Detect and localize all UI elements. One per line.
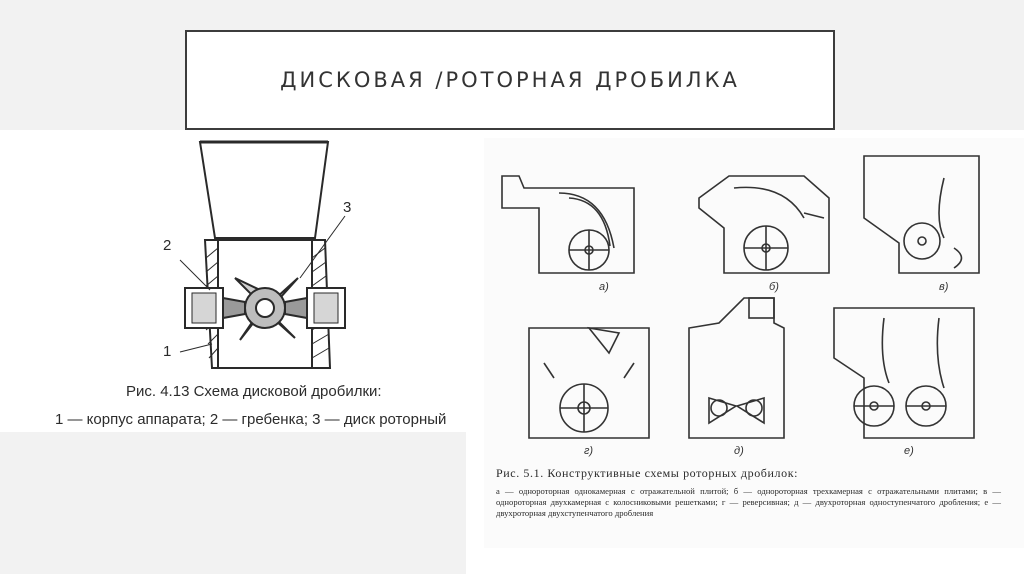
scheme-e xyxy=(689,298,784,438)
right-caption-title: Рис. 5.1. Конструктивные схемы роторных дробилок: xyxy=(496,466,799,480)
scheme-d xyxy=(529,328,649,438)
label-2: 2 xyxy=(163,237,172,254)
title-box xyxy=(185,30,835,130)
rotor-crusher-schemes xyxy=(484,138,1024,458)
panel-label-b: б) xyxy=(769,281,779,293)
label-1: 1 xyxy=(163,343,172,360)
panel-label-e: д) xyxy=(734,445,744,457)
right-caption-text: а — однороторная однокамерная с отражательной плитой; б — однороторная трехкамерная с отражательными плитами; в — однороторная двухкамерная с колосниковыми решетками; г — реверсивная; д — двухроторная одноступенчатого дробления; е — двухроторная двухступенчатого дробления xyxy=(496,486,1001,518)
panel-label-a: а) xyxy=(599,281,609,293)
left-caption-legend: 1 — корпус аппарата; 2 — гребенка; 3 — диск роторный xyxy=(55,411,447,428)
scheme-a xyxy=(502,176,634,273)
left-caption-title: Рис. 4.13 Схема дисковой дробилки: xyxy=(126,383,382,400)
slide-title: ДИСКОВАЯ /РОТОРНАЯ ДРОБИЛКА xyxy=(280,68,740,92)
panel-label-d: г) xyxy=(584,445,594,457)
scheme-f xyxy=(834,308,974,438)
panel-label-f: е) xyxy=(904,445,914,457)
scheme-c xyxy=(864,156,979,273)
label-3: 3 xyxy=(343,199,352,216)
panel-label-c: в) xyxy=(939,281,949,293)
scheme-b xyxy=(699,176,829,273)
